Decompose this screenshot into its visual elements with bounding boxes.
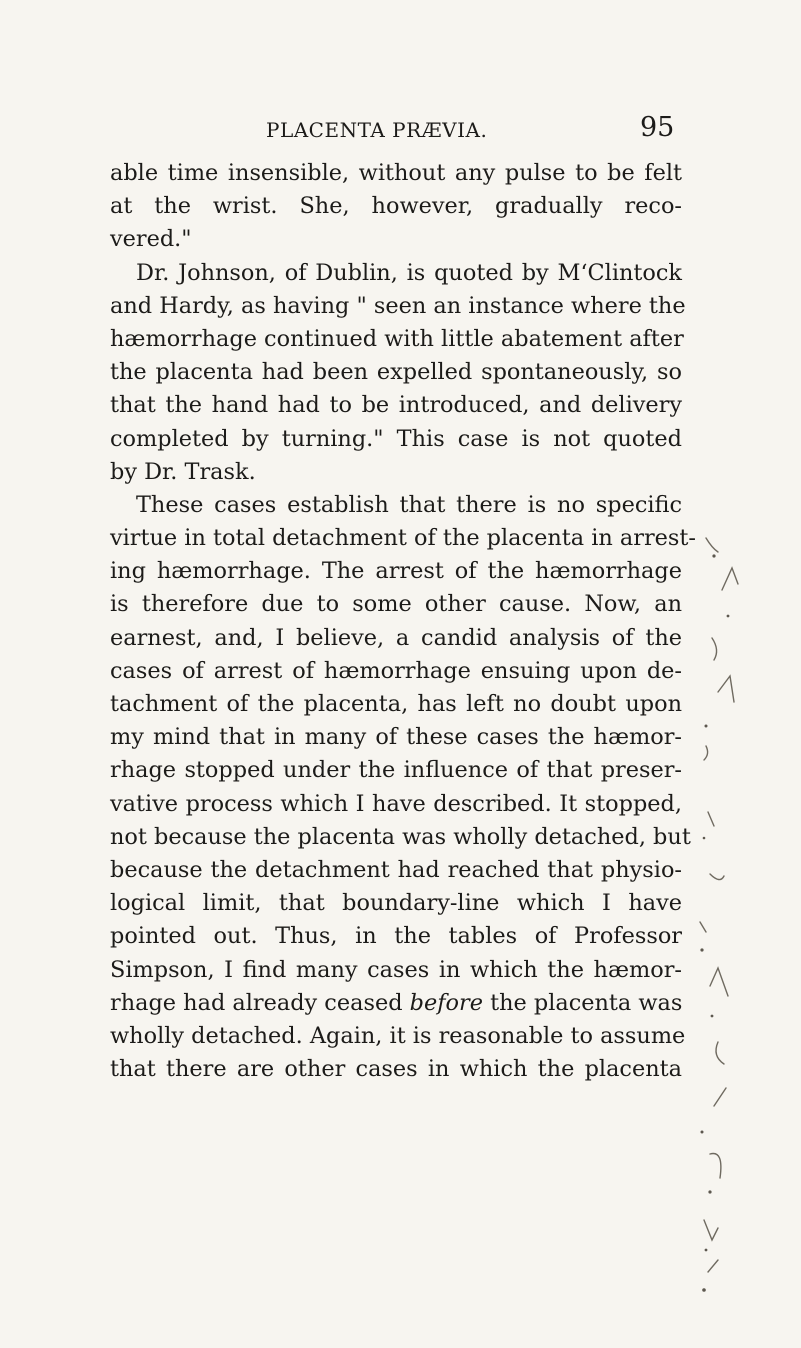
- text-line: rhage stopped under the influence of that preser-: [110, 757, 682, 784]
- text-line: ing hæmorrhage. The arrest of the hæmorrhage: [110, 558, 682, 585]
- text-line: at the wrist. She, however, gradually reco-: [110, 193, 682, 220]
- running-head-title: PLACENTA PRÆVIA.: [266, 118, 488, 142]
- body-text: [110, 157, 696, 1086]
- text-line: because the detachment had reached that physio-: [110, 856, 682, 883]
- text-run: rhage had already ceased: [110, 989, 410, 1016]
- page-number: 95: [640, 112, 675, 143]
- text-line: earnest, and, I believe, a candid analysis of the: [110, 624, 682, 651]
- text-line: vative process which I have described. It stopped,: [110, 790, 682, 817]
- text-line: able time insensible, without any pulse to be felt: [110, 160, 682, 186]
- text-line: is therefore due to some other cause. Now, an: [110, 591, 682, 618]
- text-line: not because the placenta was wholly detached, but: [110, 823, 691, 850]
- text-line: the placenta had been expelled spontaneously, so: [110, 359, 682, 386]
- text-line: pointed out. Thus, in the tables of Professor: [110, 923, 682, 950]
- text-line: virtue in total detachment of the placenta in arrest-: [110, 525, 696, 552]
- text-line: cases of arrest of hæmorrhage ensuing upon de-: [110, 657, 682, 684]
- text-line: wholly detached. Again, it is reasonable to assume: [110, 1022, 686, 1049]
- text-line: Dr. Johnson, of Dublin, is quoted by M‘Clintock: [136, 259, 682, 286]
- text-run: the placenta was: [482, 989, 683, 1016]
- text-line: completed by turning." This case is not quoted: [110, 425, 682, 452]
- text-line: that the hand had to be introduced, and delivery: [110, 392, 682, 419]
- text-line: tachment of the placenta, has left no doubt upon: [110, 691, 682, 717]
- text-line: that there are other cases in which the placenta: [110, 1056, 682, 1083]
- running-head: [266, 112, 686, 146]
- text-line: by Dr. Trask.: [110, 458, 256, 485]
- text-line: and Hardy, as having " seen an instance where the: [110, 292, 686, 319]
- text-line: vered.": [110, 226, 192, 253]
- margin-bleed-through: [688, 520, 800, 1300]
- text-line: logical limit, that boundary-line which I have: [110, 890, 682, 917]
- text-line: hæmorrhage continued with little abatement after: [110, 325, 684, 352]
- text-line: [110, 987, 682, 1020]
- text-line: my mind that in many of these cases the hæmor-: [110, 724, 682, 751]
- text-line: Simpson, I find many cases in which the hæmor-: [110, 956, 682, 983]
- text-line: These cases establish that there is no specific: [136, 491, 682, 518]
- italic-emphasis: before: [409, 989, 483, 1016]
